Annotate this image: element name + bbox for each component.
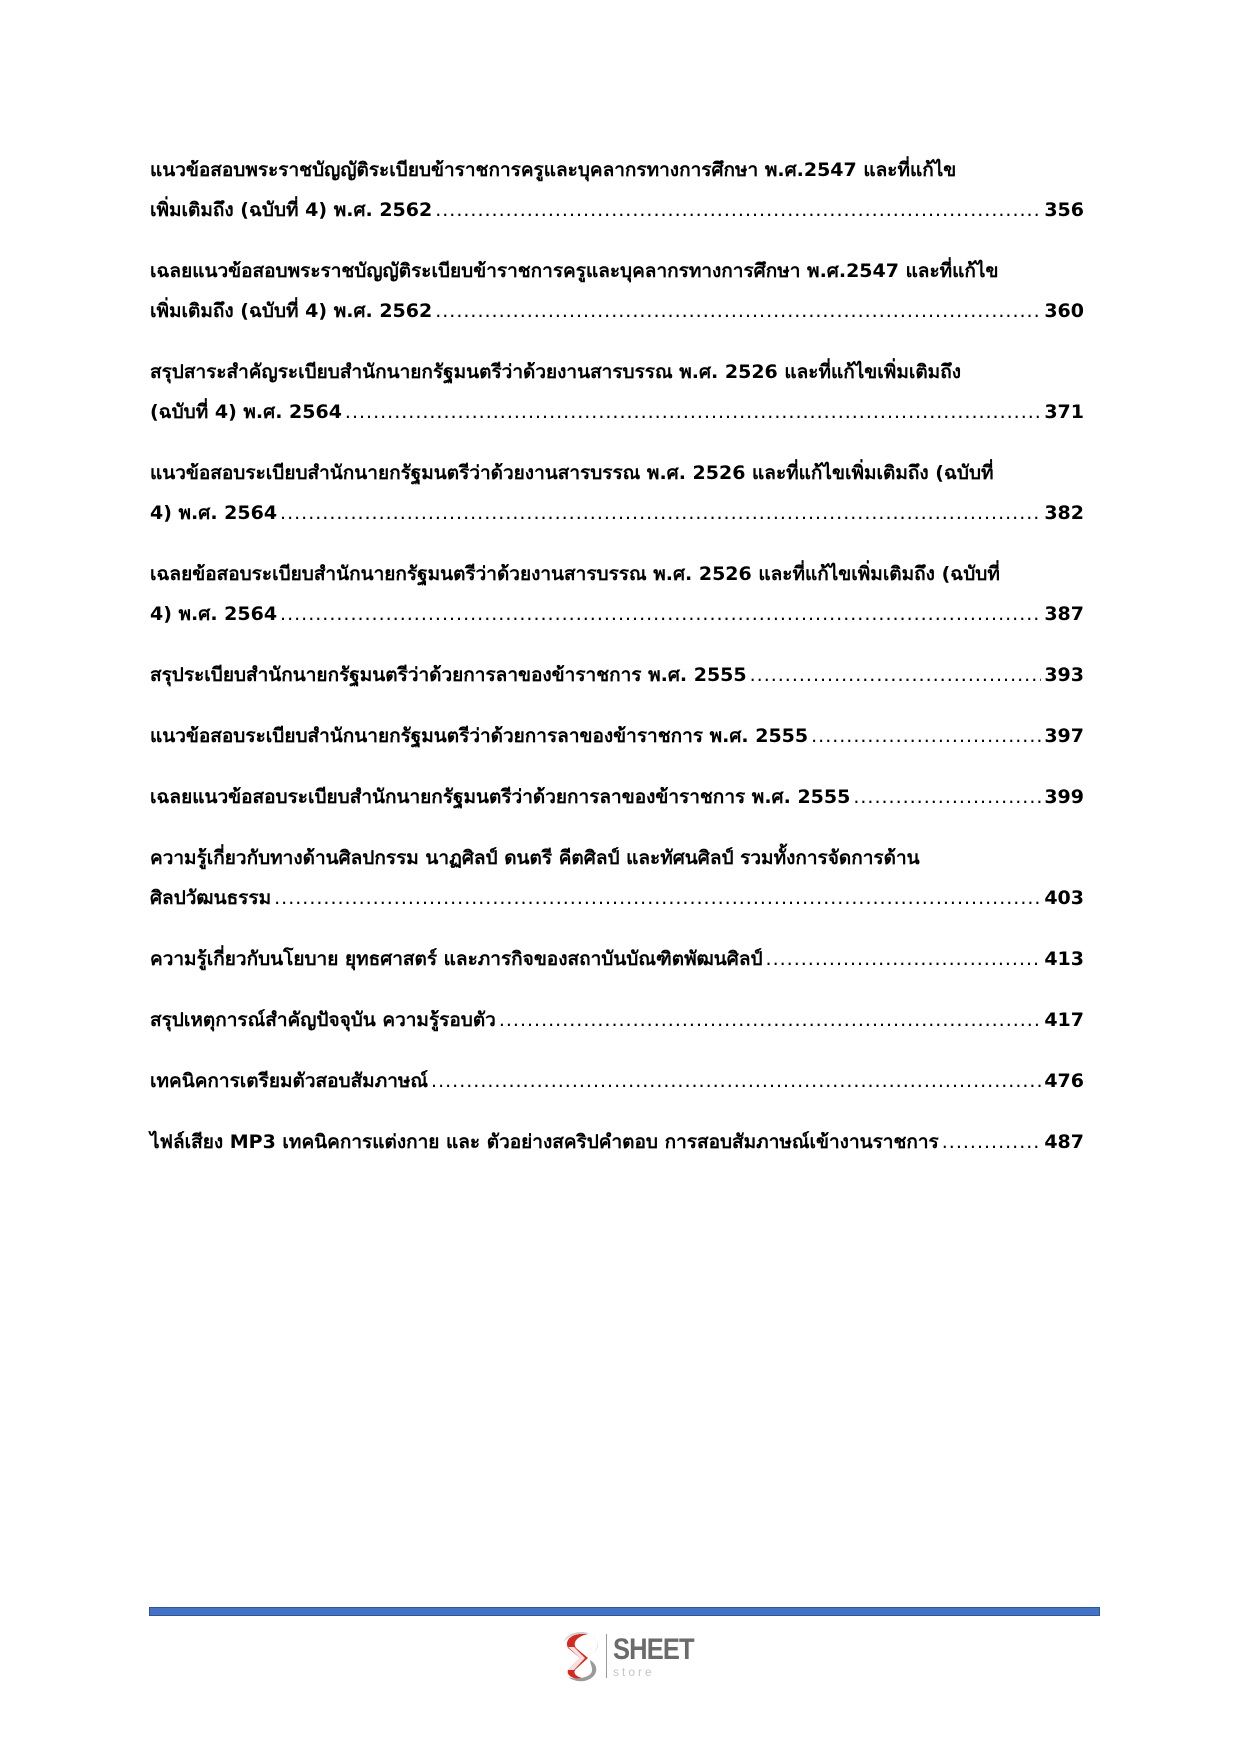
toc-entry-title-tail: เพิ่มเติมถึง (ฉบับที่ 4) พ.ศ. 2562 — [150, 199, 433, 221]
toc-entry-title-lines — [150, 838, 1084, 878]
toc-entry-title-lines — [150, 251, 1084, 291]
toc-entry-2[interactable] — [150, 251, 1084, 331]
dot-leader — [435, 190, 1041, 230]
toc-entry-3[interactable] — [150, 352, 1084, 432]
toc-entry-page-number: 397 — [1044, 725, 1084, 747]
dot-leader — [274, 878, 1041, 918]
toc-entry-title-tail: 4) พ.ศ. 2564 — [150, 603, 278, 625]
dot-leader — [345, 392, 1041, 432]
toc-entry-last-line — [150, 655, 1084, 695]
dot-leader — [499, 1000, 1041, 1040]
toc-entry-title-tail: ไฟล์เสียง MP3 เทคนิคการแต่งกาย และ ตัวอย่างสคริปคำตอบ การสอบสัมภาษณ์เข้างานราชการ — [150, 1131, 939, 1153]
toc-entry-title-line: เฉลยแนวข้อสอบพระราชบัญญัติระเบียบข้าราชการครูและบุคลากรทางการศึกษา พ.ศ.2547 และที่แก้ไข — [150, 260, 999, 282]
footer-divider-bar — [149, 1607, 1100, 1616]
toc-entry-last-line — [150, 392, 1084, 432]
toc-entry-last-line — [150, 291, 1084, 331]
toc-entry-last-line — [150, 939, 1084, 979]
toc-entry-title-tail: สรุปเหตุการณ์สำคัญปัจจุบัน ความรู้รอบตัว — [150, 1009, 496, 1031]
toc-entry-page-number: 360 — [1044, 300, 1084, 322]
toc-entry-title-line: สรุปสาระสำคัญระเบียบสำนักนายกรัฐมนตรีว่าด้วยงานสารบรรณ พ.ศ. 2526 และที่แก้ไขเพิ่มเติมถึง — [150, 361, 961, 383]
toc-entry-page-number: 387 — [1044, 603, 1084, 625]
logo-brand-primary: SHEET — [613, 1632, 694, 1666]
logo-divider — [606, 1634, 607, 1678]
toc-entry-page-number: 382 — [1044, 502, 1084, 524]
toc-entry-last-line — [150, 878, 1084, 918]
toc-entry-title-line: แนวข้อสอบพระราชบัญญัติระเบียบข้าราชการครูและบุคลากรทางการศึกษา พ.ศ.2547 และที่แก้ไข — [150, 159, 957, 181]
toc-entry-page-number: 476 — [1044, 1070, 1084, 1092]
toc-entry-8[interactable] — [150, 777, 1084, 817]
toc-entry-page-number: 393 — [1044, 664, 1084, 686]
toc-entry-title-line: ความรู้เกี่ยวกับทางด้านศิลปกรรม นาฏศิลป์ ดนตรี คีตศิลป์ และทัศนศิลป์ รวมทั้งการจัดการด้าน — [150, 847, 920, 869]
toc-entry-page-number: 487 — [1044, 1131, 1084, 1153]
dot-leader — [942, 1122, 1042, 1162]
toc-entry-title-line: แนวข้อสอบระเบียบสำนักนายกรัฐมนตรีว่าด้วยงานสารบรรณ พ.ศ. 2526 และที่แก้ไขเพิ่มเติมถึง (ฉบับที่ — [150, 462, 994, 484]
toc-entry-title-lines — [150, 554, 1084, 594]
toc-entry-title-lines — [150, 150, 1084, 190]
logo-brand-secondary: store — [613, 1664, 655, 1679]
toc-entry-page-number: 371 — [1044, 401, 1084, 423]
toc-entry-13[interactable] — [150, 1122, 1084, 1162]
toc-entry-last-line — [150, 1122, 1084, 1162]
toc-entry-5[interactable] — [150, 554, 1084, 634]
toc-entry-11[interactable] — [150, 1000, 1084, 1040]
sheet-store-logo — [558, 1628, 708, 1684]
toc-entry-title-tail: ความรู้เกี่ยวกับนโยบาย ยุทธศาสตร์ และภารกิจของสถาบันบัณฑิตพัฒนศิลป์ — [150, 948, 763, 970]
toc-entry-title-tail: แนวข้อสอบระเบียบสำนักนายกรัฐมนตรีว่าด้วยการลาของข้าราชการ พ.ศ. 2555 — [150, 725, 809, 747]
dot-leader — [280, 493, 1041, 533]
sheet-store-s-logo-icon — [558, 1630, 602, 1682]
dot-leader — [766, 939, 1042, 979]
toc-entry-9[interactable] — [150, 838, 1084, 918]
toc-entry-last-line — [150, 716, 1084, 756]
toc-entry-title-tail: เฉลยแนวข้อสอบระเบียบสำนักนายกรัฐมนตรีว่าด้วยการลาของข้าราชการ พ.ศ. 2555 — [150, 786, 851, 808]
logo-wordmark — [613, 1632, 708, 1679]
toc-entry-title-tail: 4) พ.ศ. 2564 — [150, 502, 278, 524]
dot-leader — [431, 1061, 1041, 1101]
toc-entry-title-tail: เพิ่มเติมถึง (ฉบับที่ 4) พ.ศ. 2562 — [150, 300, 433, 322]
toc-entry-page-number: 399 — [1044, 786, 1084, 808]
toc-entry-page-number: 403 — [1044, 887, 1084, 909]
toc-entry-6[interactable] — [150, 655, 1084, 695]
dot-leader — [853, 777, 1041, 817]
toc-entry-7[interactable] — [150, 716, 1084, 756]
table-of-contents — [150, 150, 1084, 1183]
toc-entry-title-tail: (ฉบับที่ 4) พ.ศ. 2564 — [150, 401, 342, 423]
toc-entry-last-line — [150, 1000, 1084, 1040]
toc-entry-last-line — [150, 777, 1084, 817]
toc-entry-page-number: 356 — [1044, 199, 1084, 221]
toc-entry-title-line: เฉลยข้อสอบระเบียบสำนักนายกรัฐมนตรีว่าด้วยงานสารบรรณ พ.ศ. 2526 และที่แก้ไขเพิ่มเติมถึง (ฉบับที่ — [150, 563, 1000, 585]
toc-entry-last-line — [150, 190, 1084, 230]
dot-leader — [750, 655, 1042, 695]
toc-entry-title-lines — [150, 453, 1084, 493]
toc-entry-4[interactable] — [150, 453, 1084, 533]
toc-entry-page-number: 417 — [1044, 1009, 1084, 1031]
toc-entry-title-tail: สรุประเบียบสำนักนายกรัฐมนตรีว่าด้วยการลาของข้าราชการ พ.ศ. 2555 — [150, 664, 747, 686]
dot-leader — [280, 594, 1041, 634]
toc-entry-10[interactable] — [150, 939, 1084, 979]
toc-entry-last-line — [150, 493, 1084, 533]
toc-entry-title-tail: เทคนิคการเตรียมตัวสอบสัมภาษณ์ — [150, 1070, 429, 1092]
toc-entry-1[interactable] — [150, 150, 1084, 230]
toc-entry-last-line — [150, 594, 1084, 634]
toc-entry-title-tail: ศิลปวัฒนธรรม — [150, 887, 272, 909]
toc-entry-12[interactable] — [150, 1061, 1084, 1101]
toc-entry-page-number: 413 — [1044, 948, 1084, 970]
dot-leader — [811, 716, 1041, 756]
dot-leader — [435, 291, 1041, 331]
toc-entry-last-line — [150, 1061, 1084, 1101]
toc-entry-title-lines — [150, 352, 1084, 392]
